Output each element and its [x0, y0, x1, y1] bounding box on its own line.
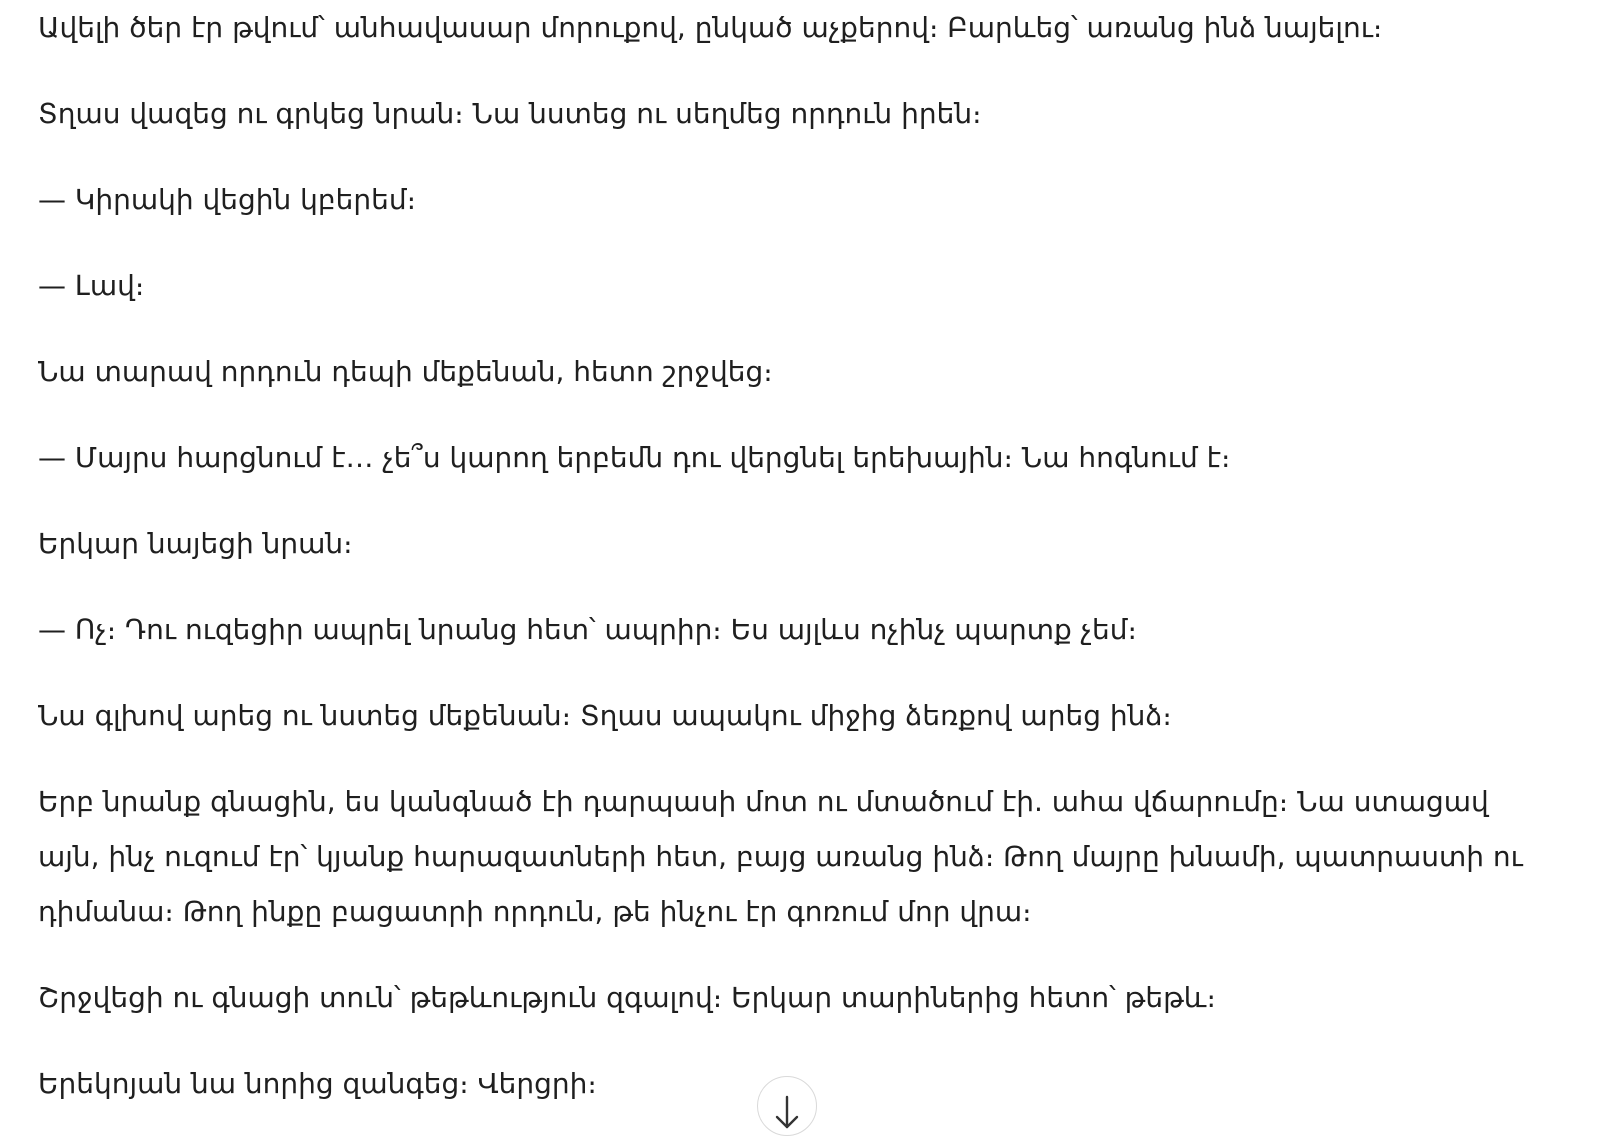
paragraph-8: — Ոչ։ Դու ուզեցիր ապրել նրանց հետ՝ ապրիր։ Ես այլևս ոչինչ պարտք չեմ։ [38, 613, 1137, 646]
paragraph-1: Ավելի ծեր էր թվում՝ անհավասար մորուքով, ընկած աչքերով։ Բարևեց՝ առանց ինձ նայելու։ [38, 11, 1383, 44]
paragraph-11: Շրջվեցի ու գնացի տուն՝ թեթևություն զգալով։ Երկար տարիներից հետո՝ թեթև։ [38, 981, 1216, 1014]
paragraph-3: — Կիրակի վեցին կբերեմ։ [38, 183, 417, 216]
scroll-to-bottom-button[interactable] [757, 1076, 817, 1136]
paragraph-9: Նա գլխով արեց ու նստեց մեքենան։ Տղաս ապակու միջից ձեռքով արեց ինձ։ [38, 699, 1172, 732]
paragraph-6: — Մայրս հարցնում է… չե՞ս կարող երբեմն դու վերցնել երեխային։ Նա հոգնում է։ [38, 441, 1231, 474]
paragraph-12: Երեկոյան նա նորից զանգեց։ Վերցրի։ [38, 1067, 597, 1100]
paragraph-4: — Լավ։ [38, 269, 145, 302]
arrow-down-icon [773, 1077, 801, 1136]
paragraph-10: Երբ նրանք գնացին, ես կանգնած էի դարպասի մոտ ու մտածում էի. ահա վճարումը։ Նա ստացավ այն, ինչ ուզում էր՝ կյանք հարազատների հետ, բայց առանց ինձ։ Թող մայրը խնամի, պատրաստի ու դիմանա։ Թող ինքը բացատրի որդուն, թե ինչու էր գոռում մոր վրա։ [38, 785, 1523, 928]
paragraph-2: Տղաս վազեց ու գրկեց նրան։ Նա նստեց ու սեղմեց որդուն իրեն։ [38, 97, 982, 130]
paragraph-7: Երկար նայեցի նրան։ [38, 527, 353, 560]
paragraph-5: Նա տարավ որդուն դեպի մեքենան, հետո շրջվեց։ [38, 355, 773, 388]
message-body [38, 0, 1538, 1138]
